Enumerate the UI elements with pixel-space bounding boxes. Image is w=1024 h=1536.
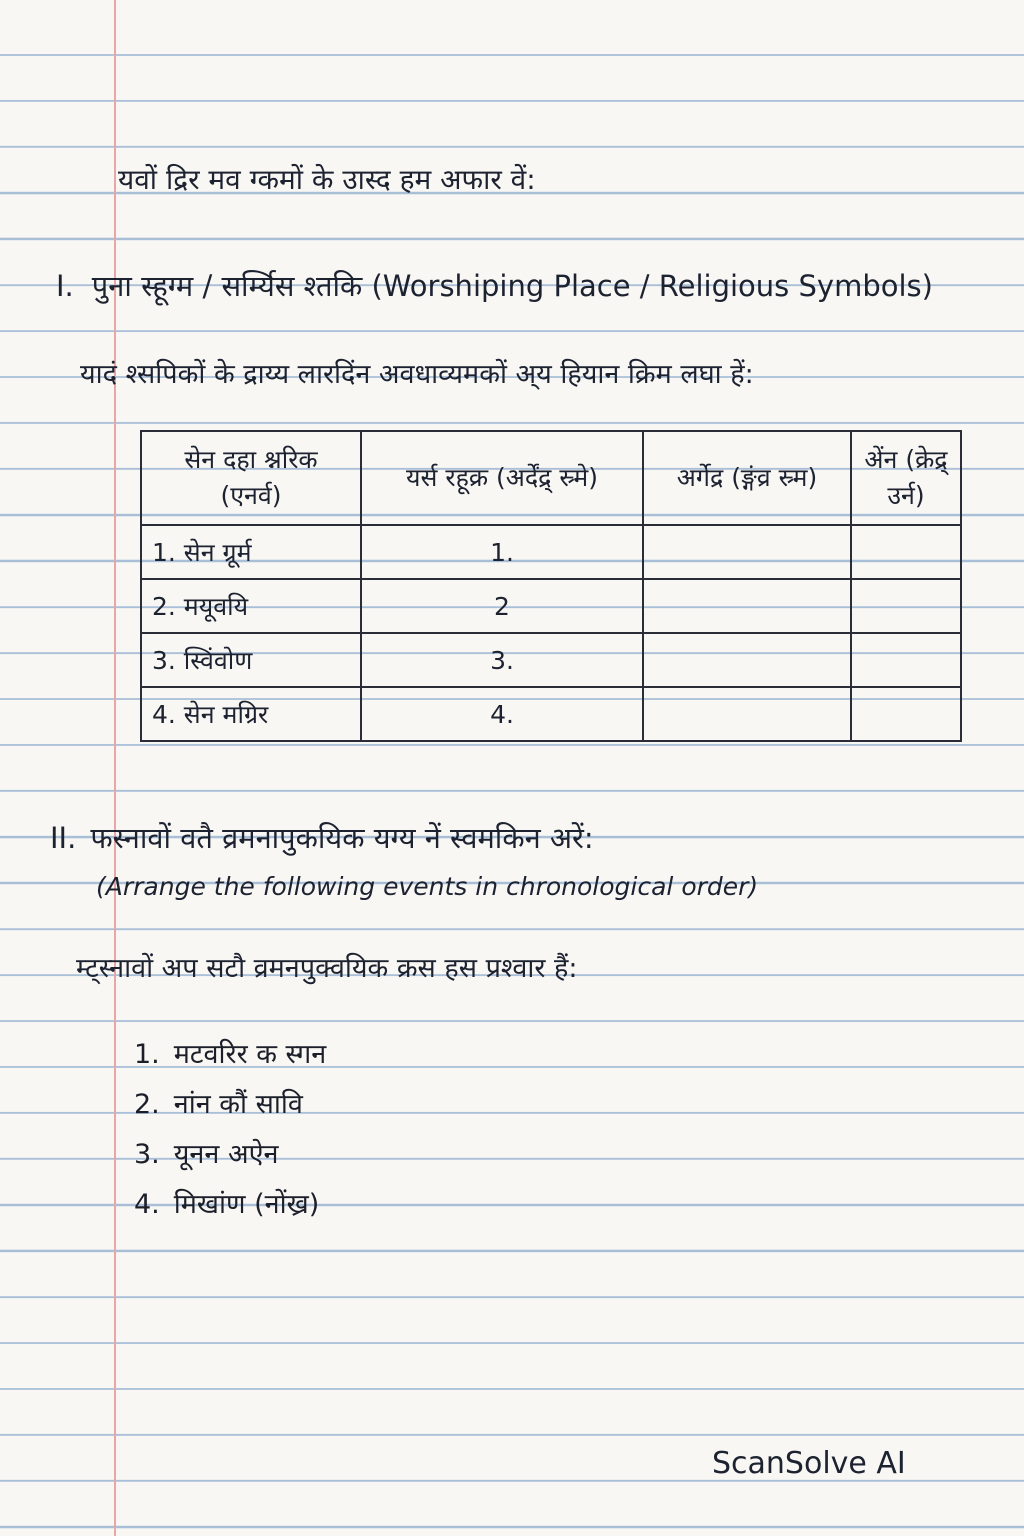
list-item bbox=[134, 1086, 326, 1136]
section-1-number: I. bbox=[56, 269, 74, 303]
table-row bbox=[141, 525, 961, 579]
table-cell: 3. bbox=[361, 633, 643, 687]
section-2-subtitle: (Arrange the following events in chronological order) bbox=[96, 872, 759, 901]
list-item-text: यूनन अऐन bbox=[173, 1139, 279, 1170]
intro-line: यवों द्रिर मव ग्कमों के उास्द हम अफार वें: bbox=[118, 163, 536, 196]
table-cell: 4. bbox=[361, 687, 643, 741]
table-cell bbox=[643, 687, 851, 741]
brand-watermark: ScanSolve AI bbox=[712, 1446, 906, 1481]
list-item-number: 1. bbox=[134, 1039, 160, 1070]
table-cell: 2 bbox=[361, 579, 643, 633]
list-item bbox=[134, 1136, 326, 1186]
table-cell: 1. सेन ग्रूर्म bbox=[141, 525, 361, 579]
answer-table bbox=[140, 430, 962, 742]
list-item-number: 3. bbox=[134, 1139, 160, 1170]
section-2-number: II. bbox=[50, 821, 77, 855]
section-1-title: पुना स्हूग्म / सर्म्यिस श्तकि (Worshiping Place / Religious Symbols) bbox=[91, 269, 933, 303]
table-cell bbox=[643, 579, 851, 633]
list-item bbox=[134, 1036, 326, 1086]
table-cell: 4. सेन मग्रिर bbox=[141, 687, 361, 741]
table-header-cell: अेंन (क्रेद्र् उर्न) bbox=[851, 431, 961, 525]
list-item-text: नांन कौं सावि bbox=[173, 1089, 303, 1120]
list-item-text: मिखांण (नोंख्र) bbox=[173, 1189, 320, 1220]
table-cell bbox=[851, 525, 961, 579]
table-cell: 3. स्विंवोण bbox=[141, 633, 361, 687]
section-1-heading bbox=[56, 266, 933, 305]
list-item-number: 4. bbox=[134, 1189, 160, 1220]
section-1-intro: यादं श्सपिकों के द्राय्य लारदिंन अवधाव्यमकों अ्य हियान क्रिम लघा हें: bbox=[80, 359, 754, 390]
section-2-intro: म्ट्स्नावों अप सटौ व्रमनपुक्वयिक क्रस हस प्रश्वार हैं: bbox=[76, 953, 578, 984]
list-item bbox=[134, 1186, 326, 1236]
table-cell bbox=[643, 525, 851, 579]
table-row bbox=[141, 687, 961, 741]
section-2-title: फस्नावों वतै व्रमनापुकयिक यग्य नें स्वमकिन अरें: bbox=[90, 821, 594, 855]
table-cell bbox=[851, 579, 961, 633]
table-cell bbox=[851, 633, 961, 687]
table-header-cell: अर्गेद्र (ङ्गंव्र स्र्म) bbox=[643, 431, 851, 525]
section-2-heading bbox=[50, 818, 594, 857]
table-cell bbox=[643, 633, 851, 687]
margin-line bbox=[114, 0, 116, 1536]
table-cell bbox=[851, 687, 961, 741]
table-row bbox=[141, 633, 961, 687]
table-header-cell: सेन दहा श्नरिक (एनर्व) bbox=[141, 431, 361, 525]
table-header-row bbox=[141, 431, 961, 525]
table-header-cell: यर्स रहूक्र (अर्देंद्र् स्र्मे) bbox=[361, 431, 643, 525]
list-item-number: 2. bbox=[134, 1089, 160, 1120]
table-cell: 1. bbox=[361, 525, 643, 579]
table-row bbox=[141, 579, 961, 633]
table-cell: 2. मयूवयि bbox=[141, 579, 361, 633]
ordered-list bbox=[134, 1036, 326, 1236]
list-item-text: मटवरिर क स्गन bbox=[173, 1039, 327, 1070]
